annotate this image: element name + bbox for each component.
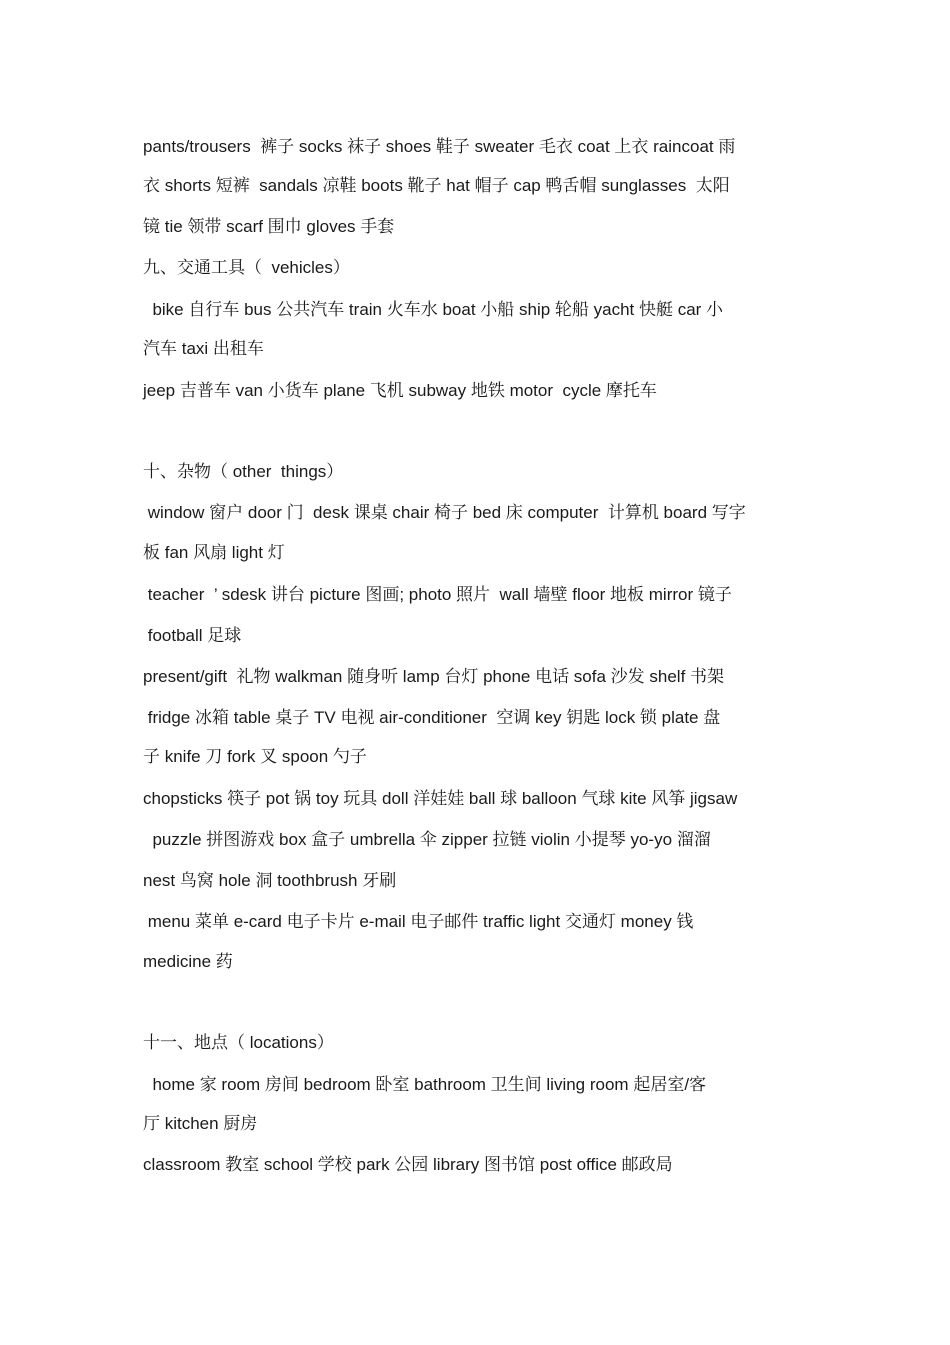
text-line-things-9: puzzle 拼图游戏 box 盒子 umbrella 伞 zipper 拉链 violin 小提琴 yo-yo 溜溜 bbox=[143, 830, 711, 849]
section-heading-locations: 十一、地点（ locations） bbox=[143, 1033, 334, 1052]
text-line-clothes-3: 镜 tie 领带 scarf 围巾 gloves 手套 bbox=[143, 217, 395, 236]
text-line-clothes-1: pants/trousers 裤子 socks 袜子 shoes 鞋子 sweater 毛衣 coat 上衣 raincoat 雨 bbox=[143, 137, 736, 156]
text-line-things-3: teacher ’ sdesk 讲台 picture 图画; photo 照片 wall 墙壁 floor 地板 mirror 镜子 bbox=[143, 585, 732, 604]
text-line-things-11: menu 菜单 e-card 电子卡片 e-mail 电子邮件 traffic light 交通灯 money 钱 bbox=[143, 912, 694, 931]
text-line-things-10: nest 鸟窝 hole 洞 toothbrush 牙刷 bbox=[143, 871, 397, 890]
text-line-locations-2: 厅 kitchen 厨房 bbox=[143, 1114, 258, 1133]
text-line-vehicles-3: jeep 吉普车 van 小货车 plane 飞机 subway 地铁 motor cycle 摩托车 bbox=[143, 381, 657, 400]
text-line-things-5: present/gift 礼物 walkman 随身听 lamp 台灯 phone 电话 sofa 沙发 shelf 书架 bbox=[143, 667, 725, 686]
section-heading-vehicles: 九、交通工具（ vehicles） bbox=[143, 258, 350, 277]
text-line-things-7: 子 knife 刀 fork 叉 spoon 勺子 bbox=[143, 747, 367, 766]
text-line-things-12: medicine 药 bbox=[143, 952, 233, 971]
text-line-vehicles-2: 汽车 taxi 出租车 bbox=[143, 339, 264, 358]
text-line-things-6: fridge 冰箱 table 桌子 TV 电视 air-conditioner 空调 key 钥匙 lock 锁 plate 盘 bbox=[143, 708, 721, 727]
text-line-things-1: window 窗户 door 门 desk 课桌 chair 椅子 bed 床 computer 计算机 board 写字 bbox=[143, 503, 746, 522]
text-line-things-8: chopsticks 筷子 pot 锅 toy 玩具 doll 洋娃娃 ball 球 balloon 气球 kite 风筝 jigsaw bbox=[143, 789, 738, 808]
section-heading-other-things: 十、杂物（ other things） bbox=[143, 462, 344, 481]
text-line-things-4: football 足球 bbox=[143, 626, 242, 645]
text-line-vehicles-1: bike 自行车 bus 公共汽车 train 火车水 boat 小船 ship 轮船 yacht 快艇 car 小 bbox=[143, 300, 724, 319]
text-line-locations-3: classroom 教室 school 学校 park 公园 library 图书馆 post office 邮政局 bbox=[143, 1155, 673, 1174]
text-line-locations-1: home 家 room 房间 bedroom 卧室 bathroom 卫生间 living room 起居室/客 bbox=[143, 1075, 707, 1094]
text-line-things-2: 板 fan 风扇 light 灯 bbox=[143, 543, 285, 562]
text-line-clothes-2: 衣 shorts 短裤 sandals 凉鞋 boots 靴子 hat 帽子 cap 鸭舌帽 sunglasses 太阳 bbox=[143, 176, 730, 195]
